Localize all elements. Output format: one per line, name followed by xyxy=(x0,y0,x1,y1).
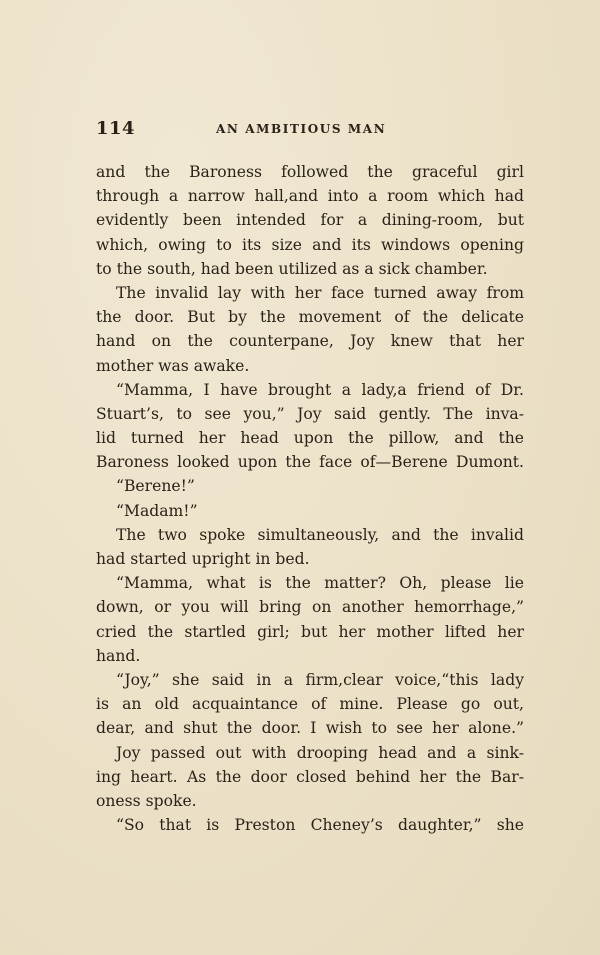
text-line: “Mamma, what is the matter? Oh, please lie xyxy=(116,574,524,593)
text-line: dear, and shut the door. I wish to see her alone.” xyxy=(96,719,524,738)
text-line: mother was awake. xyxy=(96,356,250,375)
text-line: “Mamma, I have brought a lady,a friend of Dr. xyxy=(116,380,524,399)
text-line: hand on the counterpane, Joy knew that her xyxy=(96,332,524,351)
body-text xyxy=(96,160,524,837)
text-line: “Berene!” xyxy=(116,477,195,496)
text-line: which, owing to its size and its windows opening xyxy=(96,235,524,254)
text-line: Stuart’s, to see you,” Joy said gently. The inva- xyxy=(96,404,524,423)
text-line: Joy passed out with drooping head and a sink- xyxy=(116,743,524,762)
text-line: oness spoke. xyxy=(96,791,197,810)
text-line: Baroness looked upon the face of—Berene Dumont. xyxy=(96,453,524,472)
text-line: cried the startled girl; but her mother lifted her xyxy=(96,622,524,641)
page-number: 114 xyxy=(96,118,136,139)
text-line: had started upright in bed. xyxy=(96,550,310,568)
text-line: The invalid lay with her face turned away from xyxy=(116,283,524,302)
text-line: ing heart. As the door closed behind her the Bar- xyxy=(96,767,524,786)
text-line: evidently been intended for a dining-room, but xyxy=(96,211,524,230)
text-line: is an old acquaintance of mine. Please go out, xyxy=(96,695,524,714)
running-head: AN AMBITIOUS MAN xyxy=(216,122,387,136)
text-line: through a narrow hall,and into a room which had xyxy=(96,187,524,206)
text-line: and the Baroness followed the graceful girl xyxy=(96,163,524,181)
page-header xyxy=(96,118,526,144)
text-line: to the south, had been utilized as a sick chamber. xyxy=(96,259,488,278)
text-line: lid turned her head upon the pillow, and the xyxy=(96,429,524,448)
text-line: hand. xyxy=(96,646,141,665)
text-line: The two spoke simultaneously, and the invalid xyxy=(116,525,524,544)
text-line: down, or you will bring on another hemorrhage,” xyxy=(96,598,524,617)
text-line: “Madam!” xyxy=(116,501,198,520)
text-line: “So that is Preston Cheney’s daughter,” she xyxy=(116,816,524,835)
text-line: the door. But by the movement of the delicate xyxy=(96,308,524,327)
text-line: “Joy,” she said in a firm,clear voice,“this lady xyxy=(116,670,524,689)
